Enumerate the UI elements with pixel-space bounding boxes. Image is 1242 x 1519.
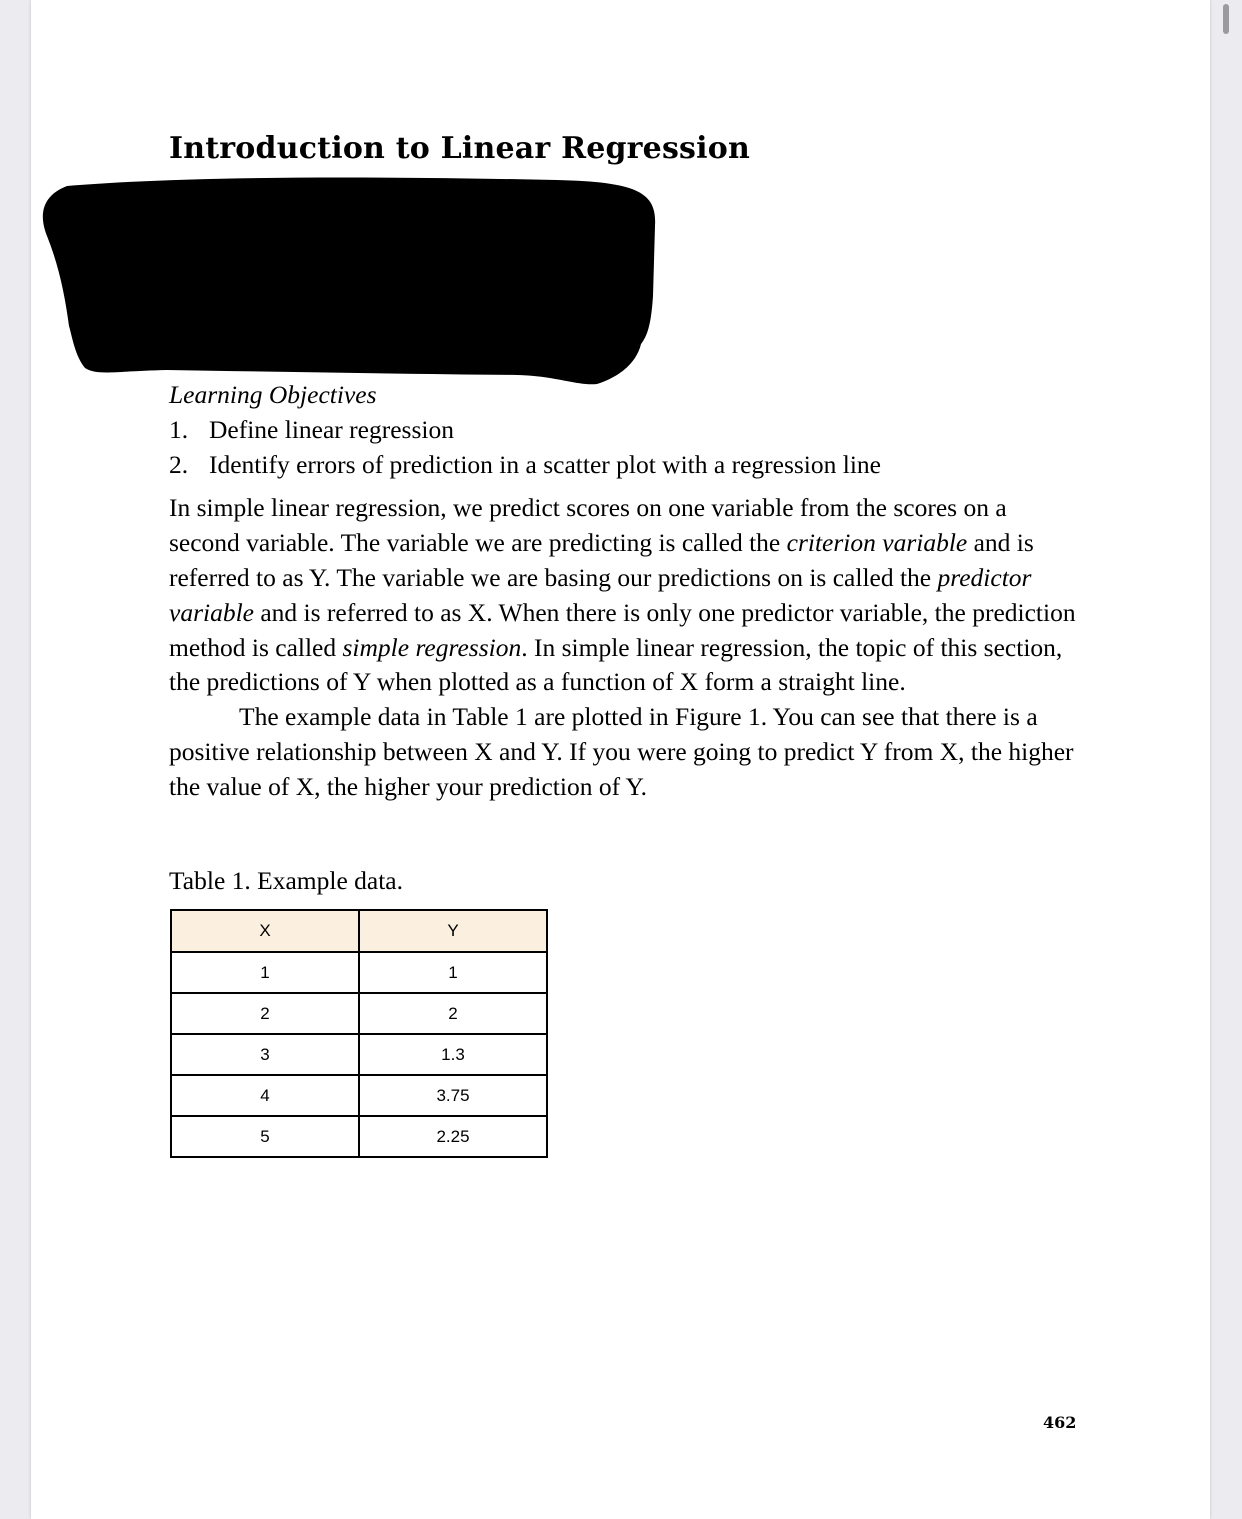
cell-x: 2 [171, 993, 359, 1034]
paragraph-text: and is referred to as X. When there is only one predictor variable, the prediction method is called [169, 597, 1076, 662]
objective-number: 2. [169, 449, 189, 479]
table-row [171, 952, 547, 993]
cell-x: 3 [171, 1034, 359, 1075]
learning-objectives-heading: Learning Objectives [169, 380, 377, 409]
table-row [171, 1116, 547, 1157]
example-data-table [170, 909, 548, 1158]
intro-paragraph [169, 491, 1079, 700]
column-header-x: X [171, 910, 359, 952]
learning-objectives-list [169, 413, 1079, 483]
scrollbar-thumb[interactable] [1223, 4, 1229, 34]
cell-x: 4 [171, 1075, 359, 1116]
objective-number: 1. [169, 414, 189, 444]
column-header-y: Y [359, 910, 547, 952]
objective-text: Define linear regression [209, 414, 454, 444]
paragraph-text: and is referred to as Y. The variable we are basing our predictions on is called the [169, 528, 1034, 592]
table-row [171, 1075, 547, 1116]
objective-item [169, 413, 1079, 448]
cell-y: 1.3 [359, 1034, 547, 1075]
redaction-scribble [43, 178, 655, 385]
objective-text: Identify errors of prediction in a scatter plot with a regression line [209, 449, 881, 479]
page-number: 462 [1043, 1413, 1077, 1432]
paragraph-text: . In simple linear regression, the topic of this section, the predictions of Y when plotted as a function of X form a straight line. [169, 632, 1063, 697]
table-caption: Table 1. Example data. [169, 866, 403, 895]
redaction-marker-block [37, 176, 657, 386]
cell-x: 1 [171, 952, 359, 993]
document-page [31, 0, 1210, 1519]
paragraph-text: In simple linear regression, we predict scores on one variable from the scores on a second variable. The variable we are predicting is called the [169, 493, 1007, 558]
cell-y: 2.25 [359, 1116, 547, 1157]
cell-x: 5 [171, 1116, 359, 1157]
term-simple-regression: simple regression [342, 632, 522, 662]
body-content [169, 378, 1079, 805]
objective-item [169, 448, 1079, 483]
cell-y: 3.75 [359, 1075, 547, 1116]
table-header-row [171, 910, 547, 952]
cell-y: 1 [359, 952, 547, 993]
term-criterion-variable: criterion variable [786, 528, 968, 558]
table-row [171, 993, 547, 1034]
cell-y: 2 [359, 993, 547, 1034]
term-predictor-variable: predictor variable [169, 562, 1032, 627]
page-title: Introduction to Linear Regression [169, 131, 750, 166]
table-row [171, 1034, 547, 1075]
example-paragraph: The example data in Table 1 are plotted in Figure 1. You can see that there is a positive relationship between X and Y. If you were going to predict Y from X, the higher the value of X, the higher your prediction of Y. [169, 702, 1074, 801]
